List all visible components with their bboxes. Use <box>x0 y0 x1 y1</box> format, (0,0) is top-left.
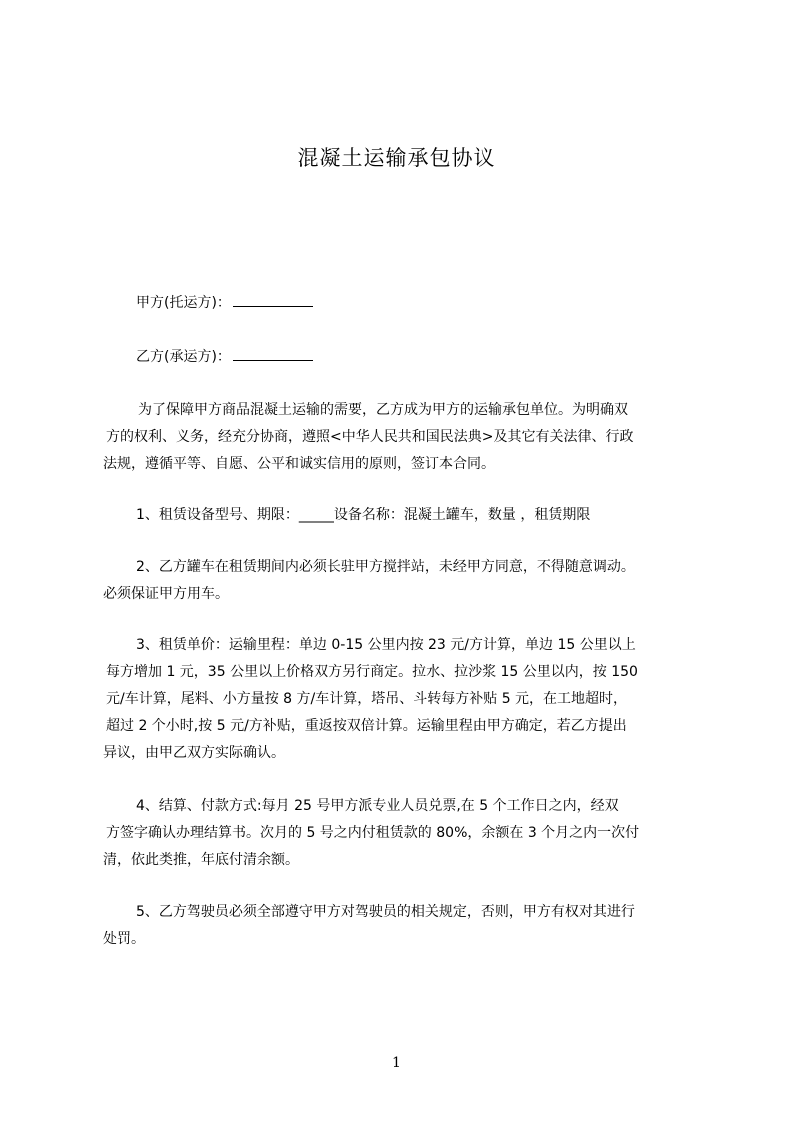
party-b-line <box>136 346 313 366</box>
clause-line: 必须保证甲方用车。 <box>103 586 229 602</box>
intro-line: 方的权利、义务，经充分协商，遵照<中华人民共和国民法典>及其它有关法律、行政 <box>106 429 634 445</box>
document-title: 混凝土运输承包协议 <box>297 146 496 170</box>
intro-paragraph <box>103 397 700 478</box>
clause-line: 3、租赁单价：运输里程：单边 0-15 公里内按 23 元/方计算，单边 15 公里以上 <box>136 637 636 653</box>
clause-line: 超过 2 个小时,按 5 元/方补贴，重返按双倍计算。运输里程由甲方确定，若乙方提出 <box>106 718 627 734</box>
clause-line: 处罚。 <box>103 931 145 947</box>
party-a-line <box>136 292 313 312</box>
clause-line: 异议，由甲乙双方实际确认。 <box>103 745 285 761</box>
clause-5 <box>103 899 700 953</box>
party-a-blank <box>233 295 313 307</box>
clause-2 <box>103 554 700 608</box>
party-b-blank <box>233 349 313 361</box>
clause-line: 1、租赁设备型号、期限：_____设备名称：混凝土罐车，数量 ，租赁期限 <box>136 507 591 523</box>
clause-line: 清，依此类推，年底付清余额。 <box>103 852 299 868</box>
intro-line: 为了保障甲方商品混凝土运输的需要，乙方成为甲方的运输承包单位。为明确双 <box>138 402 628 418</box>
clause-3 <box>103 632 700 767</box>
page-number: 1 <box>392 1055 401 1071</box>
clause-line: 4、结算、付款方式:每月 25 号甲方派专业人员兑票,在 5 个工作日之内，经双 <box>136 798 619 814</box>
clause-1 <box>103 502 700 529</box>
clause-line: 2、乙方罐车在租赁期间内必须长驻甲方搅拌站，未经甲方同意，不得随意调动。 <box>136 559 635 575</box>
clause-4 <box>103 793 700 874</box>
party-a-label: 甲方(托运方)： <box>136 295 231 311</box>
clause-line: 元/车计算，尾料、小方量按 8 方/车计算，塔吊、斗转每方补贴 5 元，在工地超时， <box>106 691 628 707</box>
party-b-label: 乙方(承运方)： <box>136 349 231 365</box>
clause-line: 方签字确认办理结算书。次月的 5 号之内付租赁款的 80%，余额在 3 个月之内一次付 <box>106 825 640 841</box>
clause-line: 5、乙方驾驶员必须全部遵守甲方对驾驶员的相关规定，否则，甲方有权对其进行 <box>136 904 635 920</box>
clause-line: 每方增加 1 元，35 公里以上价格双方另行商定。拉水、拉沙浆 15 公里以内，按 150 <box>106 664 638 680</box>
intro-line: 法规，遵循平等、自愿、公平和诚实信用的原则，签订本合同。 <box>103 456 495 472</box>
